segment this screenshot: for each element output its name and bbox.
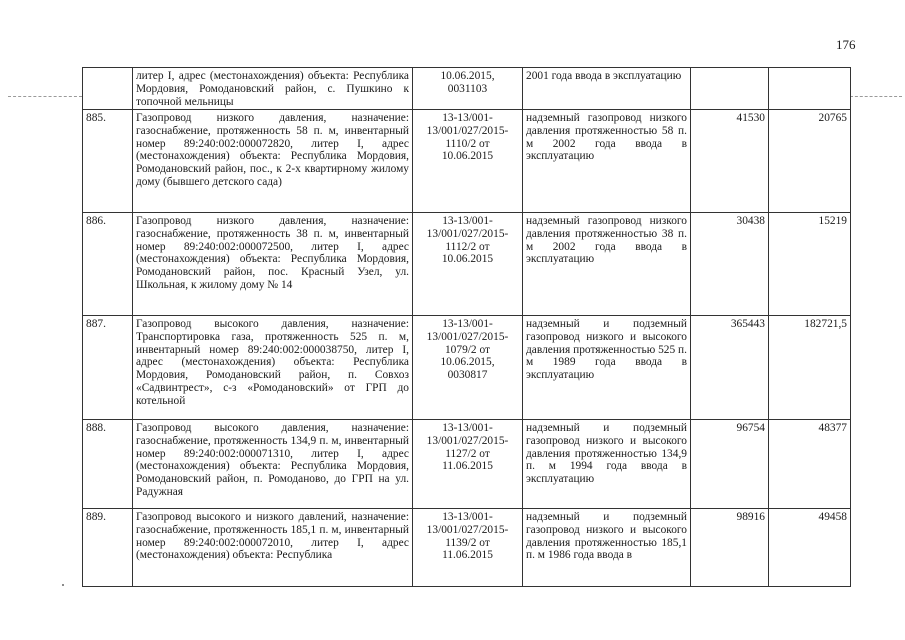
row-number: 889. bbox=[83, 508, 133, 586]
registration-record: 13-13/001- 13/001/027/2015- 1079/2 от 10.06.2015, 0030817 bbox=[413, 315, 523, 419]
registration-record: 13-13/001- 13/001/027/2015- 1139/2 от 11.06.2015 bbox=[413, 508, 523, 586]
value-primary: 30438 bbox=[691, 212, 769, 315]
value-secondary: 15219 bbox=[769, 212, 851, 315]
value-secondary: 20765 bbox=[769, 109, 851, 212]
object-description: Газопровод низкого давления, назначение: газоснабжение, протяженность 38 п. м, инвентарный номер 89:240:002:000072500, литер I, адрес (местонахождения) объекта: Республика Мордовия, Ромодановский район, пос. Красный Узел, ул. Школьная, к жилому дому № 14 bbox=[133, 212, 413, 315]
scan-artifact-line-right bbox=[850, 96, 902, 97]
row-number: 885. bbox=[83, 109, 133, 212]
registration-record: 13-13/001- 13/001/027/2015- 1112/2 от 10.06.2015 bbox=[413, 212, 523, 315]
scan-artifact-dot bbox=[62, 584, 64, 586]
row-number: 887. bbox=[83, 315, 133, 419]
value-primary: 96754 bbox=[691, 419, 769, 508]
value-primary bbox=[691, 68, 769, 110]
table-row bbox=[83, 315, 851, 419]
object-characteristics: надземный и подземный газопровод низкого и высокого давления протяженностью 185,1 п. м 1986 года ввода в bbox=[523, 508, 691, 586]
page-number: 176 bbox=[836, 37, 856, 52]
value-primary: 98916 bbox=[691, 508, 769, 586]
object-characteristics: надземный газопровод низкого давления протяженностью 58 п. м 2002 года ввода в эксплуатацию bbox=[523, 109, 691, 212]
scan-artifact-line-left bbox=[8, 96, 82, 97]
object-description: литер I, адрес (местонахождения) объекта: Республика Мордовия, Ромодановский район, с. Пушкино к топочной мельницы bbox=[133, 68, 413, 110]
object-characteristics: 2001 года ввода в эксплуатацию bbox=[523, 68, 691, 110]
table-row bbox=[83, 419, 851, 508]
object-characteristics: надземный газопровод низкого давления протяженностью 38 п. м 2002 года ввода в эксплуатацию bbox=[523, 212, 691, 315]
registration-record: 10.06.2015, 0031103 bbox=[413, 68, 523, 110]
table-row bbox=[83, 508, 851, 586]
object-characteristics: надземный и подземный газопровод низкого и высокого давления протяженностью 525 п. м 1989 года ввода в эксплуатацию bbox=[523, 315, 691, 419]
property-registry-table bbox=[82, 67, 851, 587]
value-primary: 365443 bbox=[691, 315, 769, 419]
row-number: 888. bbox=[83, 419, 133, 508]
row-number: 886. bbox=[83, 212, 133, 315]
table-row bbox=[83, 212, 851, 315]
object-description: Газопровод высокого давления, назначение: газоснабжение, протяженность 134,9 п. м, инвентарный номер 89:240:002:000071310, литер I, адрес (местонахождения) объекта: Республика Мордовия, Ромодановский район, п. Ромоданово, до ГРП на ул. Радужная bbox=[133, 419, 413, 508]
registration-record: 13-13/001- 13/001/027/2015- 1127/2 от 11.06.2015 bbox=[413, 419, 523, 508]
object-characteristics: надземный и подземный газопровод низкого и высокого давления протяженностью 134,9 п. м 1994 года ввода в эксплуатацию bbox=[523, 419, 691, 508]
table-row bbox=[83, 109, 851, 212]
table-row bbox=[83, 68, 851, 110]
value-secondary bbox=[769, 68, 851, 110]
object-description: Газопровод высокого и низкого давлений, назначение: газоснабжение, протяженность 185,1 п. м, инвентарный номер 89:240:002:000072010, литер I, адрес (местонахождения) объекта: Республика bbox=[133, 508, 413, 586]
value-secondary: 48377 bbox=[769, 419, 851, 508]
object-description: Газопровод низкого давления, назначение: газоснабжение, протяженность 58 п. м, инвентарный номер 89:240:002:000072820, литер I, адрес (местонахождения) объекта: Республика Мордовия, Ромодановский район, пос., к 2-х квартирному жилому дому (бывшего детского сада) bbox=[133, 109, 413, 212]
value-secondary: 49458 bbox=[769, 508, 851, 586]
value-primary: 41530 bbox=[691, 109, 769, 212]
registration-record: 13-13/001- 13/001/027/2015- 1110/2 от 10.06.2015 bbox=[413, 109, 523, 212]
value-secondary: 182721,5 bbox=[769, 315, 851, 419]
object-description: Газопровод высокого давления, назначение: Транспортировка газа, протяженность 525 п. м, инвентарный номер 89:240:002:000038750, литер I, адрес (местонахождения) объекта: Республика Мордовия, Ромодановский район, п. Совхоз «Садвинтрест», с-з «Ромодановский» от ГРП до котельной bbox=[133, 315, 413, 419]
row-number bbox=[83, 68, 133, 110]
